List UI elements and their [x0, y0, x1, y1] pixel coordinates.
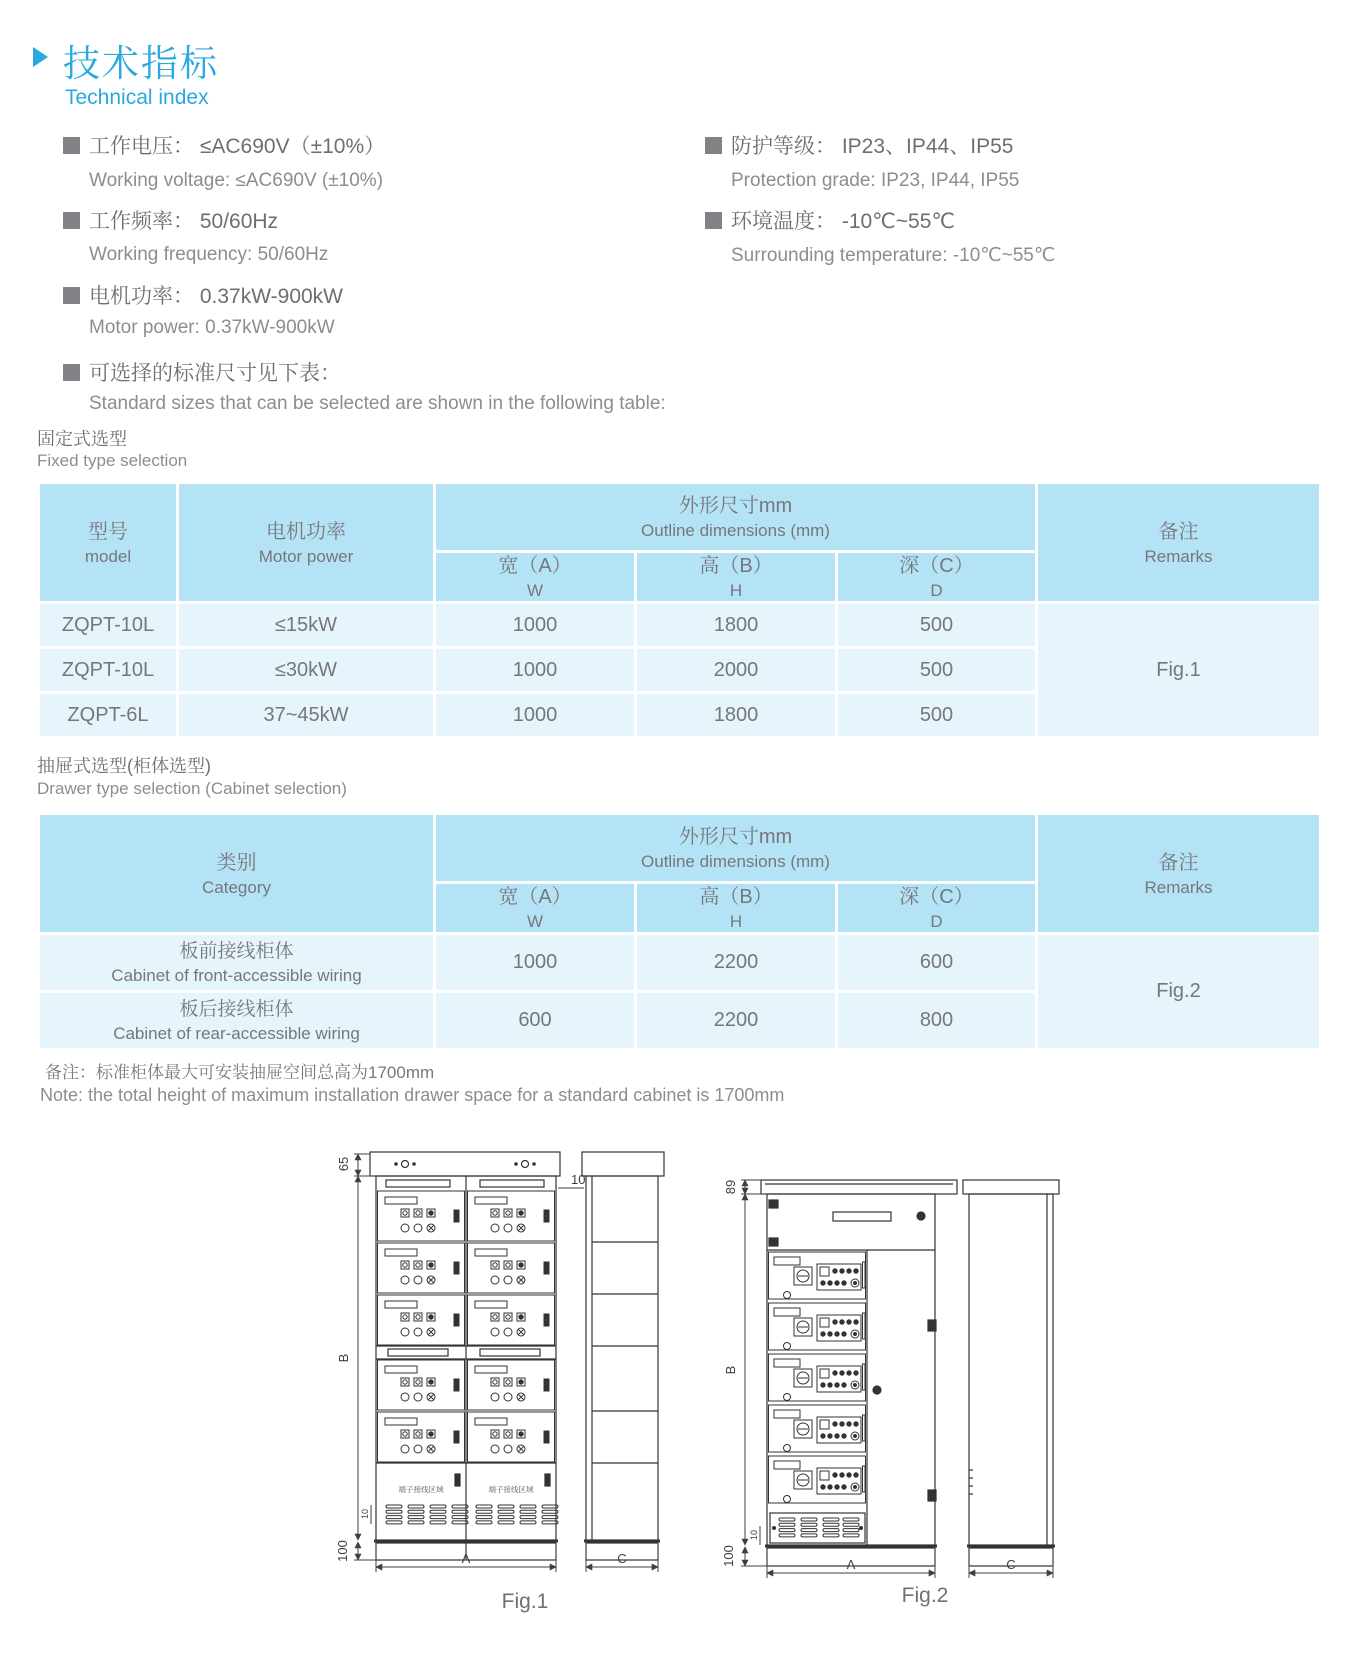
- fig1-dim-10-bottom-label: 10: [360, 1508, 370, 1520]
- cell-height: 2200: [637, 935, 835, 990]
- drawer-selection-title-en: Drawer type selection (Cabinet selection): [37, 779, 347, 798]
- col-header-width: 宽（A） W: [436, 553, 634, 601]
- col-header-model: 型号 model: [40, 484, 176, 601]
- fig1-dim-a-label: A: [461, 1551, 471, 1566]
- spec-text-en: Protection grade: IP23, IP44, IP55: [731, 170, 1020, 191]
- fig2-dim-100-label: 100: [721, 1545, 736, 1567]
- page-title: 技术指标: [63, 43, 219, 84]
- bullet-square-icon: [63, 287, 80, 304]
- col-header-category: 类别 Category: [40, 815, 433, 932]
- col-header-dimensions: 外形尺寸mm Outline dimensions (mm): [436, 815, 1035, 881]
- spec-text-en: Surrounding temperature: -10℃~55℃: [731, 245, 1056, 266]
- fig1-dim-c-label: C: [617, 1551, 627, 1566]
- col-header-remarks: 备注 Remarks: [1038, 815, 1319, 932]
- bullet-square-icon: [63, 364, 80, 381]
- cell-remark: Fig.2: [1038, 935, 1319, 1048]
- spec-text-cn: 防护等级： IP23、IP44、IP55: [731, 135, 1014, 158]
- col-header-height: 高（B） H: [637, 553, 835, 601]
- spec-text-en: Standard sizes that can be selected are shown in the following table:: [89, 393, 666, 414]
- cell-category: 板后接线柜体 Cabinet of rear-accessible wiring: [40, 993, 433, 1048]
- col-header-remarks: 备注 Remarks: [1038, 484, 1319, 601]
- bullet-square-icon: [705, 137, 722, 154]
- fig1-diagram: [330, 1140, 680, 1620]
- spec-text-en: Motor power: 0.37kW-900kW: [89, 317, 335, 338]
- cell-power: ≤15kW: [179, 604, 433, 646]
- fig1-dim-10-top-label: 10: [571, 1172, 586, 1187]
- spec-text-cn: 工作电压： ≤AC690V（±10%）: [89, 135, 386, 158]
- bullet-square-icon: [705, 212, 722, 229]
- col-header-depth: 深（C） D: [838, 553, 1035, 601]
- cell-depth: 600: [838, 935, 1035, 990]
- col-header-depth: 深（C） D: [838, 884, 1035, 932]
- fig1-dim-65-label: 65: [336, 1156, 351, 1172]
- cell-height: 2200: [637, 993, 835, 1048]
- spec-item-working-voltage: [63, 130, 385, 160]
- fig1-terminal-area-label: 端子接线区域: [398, 1485, 444, 1494]
- fixed-type-table: [37, 481, 1322, 739]
- spec-item-table-intro: [63, 357, 341, 387]
- fixed-selection-title-en: Fixed type selection: [37, 451, 188, 470]
- spec-text-en: Working voltage: ≤AC690V (±10%): [89, 170, 384, 191]
- spec-text-cn: 环境温度： -10℃~55℃: [731, 210, 955, 233]
- table-header-row: [40, 815, 1319, 881]
- bullet-square-icon: [63, 212, 80, 229]
- table-row: [40, 935, 1319, 990]
- fig2-dim-c-label: C: [1006, 1557, 1016, 1572]
- spec-item-protection-grade: [705, 130, 1013, 160]
- cell-depth: 800: [838, 993, 1035, 1048]
- cell-remark: Fig.1: [1038, 604, 1319, 736]
- col-header-dimensions: 外形尺寸mm Outline dimensions (mm): [436, 484, 1035, 550]
- cell-height: 1800: [637, 604, 835, 646]
- cell-depth: 500: [838, 604, 1035, 646]
- fixed-selection-title-cn: 固定式选型: [37, 429, 127, 449]
- cell-category: 板前接线柜体 Cabinet of front-accessible wiring: [40, 935, 433, 990]
- spec-text-en: Working frequency: 50/60Hz: [89, 244, 329, 265]
- fig2-dim-10-bottom-label: 10: [749, 1529, 759, 1541]
- cell-model: ZQPT-6L: [40, 694, 176, 736]
- cell-model: ZQPT-10L: [40, 649, 176, 691]
- cell-model: ZQPT-10L: [40, 604, 176, 646]
- fig2-dim-89-label: 89: [723, 1179, 738, 1195]
- table-header-row: [40, 484, 1319, 550]
- spec-item-working-frequency: [63, 205, 278, 235]
- drawer-type-table: [37, 812, 1322, 1051]
- fig2-diagram: [715, 1140, 1075, 1620]
- cell-power: ≤30kW: [179, 649, 433, 691]
- cell-depth: 500: [838, 649, 1035, 691]
- spec-item-surrounding-temperature: [705, 205, 955, 235]
- table-row: [40, 604, 1319, 646]
- note-cn: 备注：标准柜体最大可安装抽屉空间总高为1700mm: [45, 1063, 435, 1082]
- cell-width: 1000: [436, 694, 634, 736]
- fig2-dim-b-label: B: [723, 1365, 738, 1375]
- spec-item-motor-power: [63, 280, 343, 310]
- col-header-power: 电机功率 Motor power: [179, 484, 433, 601]
- cell-width: 1000: [436, 935, 634, 990]
- fig1-dim-b-label: B: [336, 1353, 351, 1363]
- page-subtitle: Technical index: [65, 86, 209, 109]
- spec-text-cn: 电机功率： 0.37kW-900kW: [89, 285, 343, 308]
- fig1-terminal-area-label: 端子接线区域: [488, 1485, 534, 1494]
- drawer-selection-title-cn: 抽屉式选型(柜体选型): [37, 756, 211, 776]
- cell-power: 37~45kW: [179, 694, 433, 736]
- col-header-height: 高（B） H: [637, 884, 835, 932]
- cell-width: 1000: [436, 649, 634, 691]
- fig2-dim-a-label: A: [846, 1557, 856, 1572]
- cell-depth: 500: [838, 694, 1035, 736]
- cell-height: 1800: [637, 694, 835, 736]
- bullet-square-icon: [63, 137, 80, 154]
- fig2-caption: Fig.2: [901, 1584, 949, 1607]
- cell-width: 1000: [436, 604, 634, 646]
- spec-text-cn: 工作频率： 50/60Hz: [89, 210, 279, 233]
- spec-text-cn: 可选择的标准尺寸见下表：: [89, 362, 341, 385]
- fig1-caption: Fig.1: [501, 1590, 549, 1613]
- col-header-width: 宽（A） W: [436, 884, 634, 932]
- cell-height: 2000: [637, 649, 835, 691]
- section-arrow-icon: [33, 47, 48, 67]
- note-en: Note: the total height of maximum installation drawer space for a standard cabinet is 1700mm: [40, 1085, 785, 1105]
- fig1-dim-100-label: 100: [335, 1540, 350, 1562]
- cell-width: 600: [436, 993, 634, 1048]
